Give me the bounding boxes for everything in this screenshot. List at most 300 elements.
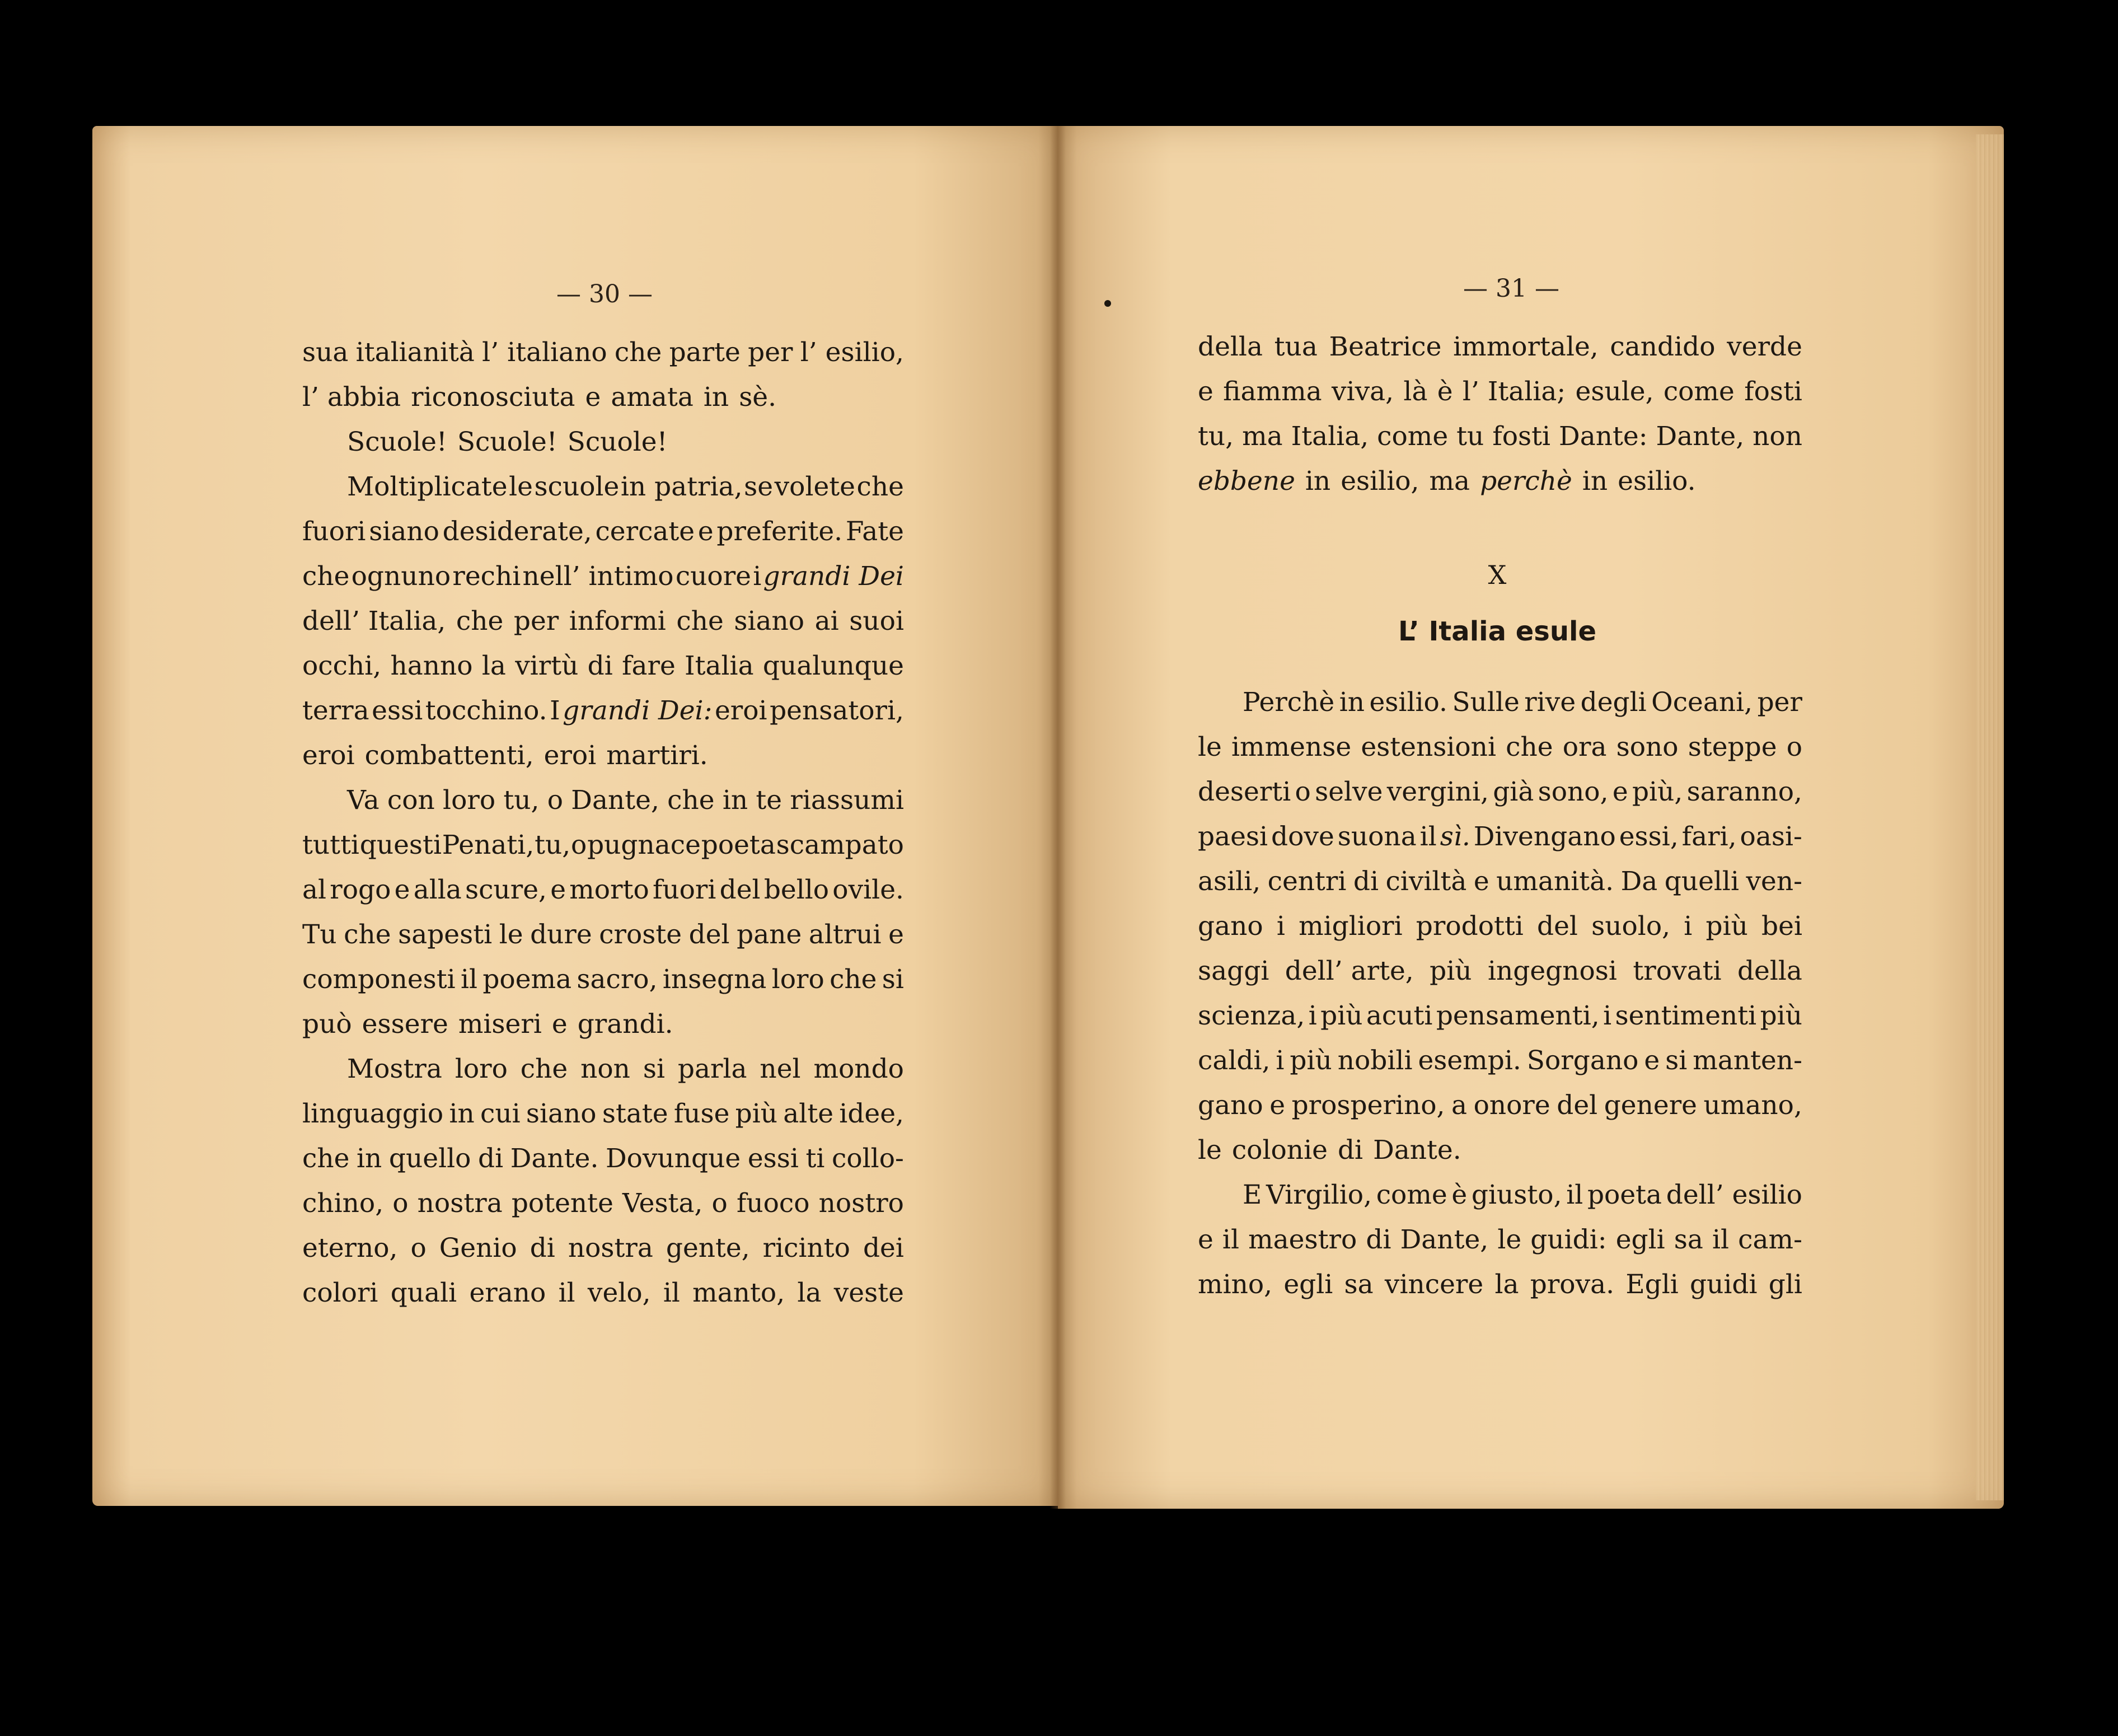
word: fuoco [736, 1188, 810, 1219]
word: qualunque [762, 651, 904, 681]
word: gano [1198, 1090, 1263, 1121]
word: state [602, 1098, 668, 1129]
word: tutti [302, 830, 359, 860]
word: del [719, 874, 761, 905]
word: dure [530, 919, 592, 950]
text-line [302, 420, 904, 465]
word: dell’ Italia, [302, 606, 446, 637]
word: immortale, [1453, 331, 1599, 362]
word: o [392, 1188, 409, 1219]
word: esilio. [1369, 687, 1447, 718]
word: dell’ arte, [1285, 956, 1414, 986]
word: e [394, 874, 410, 905]
word: pane [737, 919, 802, 950]
text-line [302, 1092, 904, 1136]
word: bei [1761, 911, 1802, 942]
word: e [697, 516, 714, 547]
word: morto [569, 874, 649, 905]
word: cui [480, 1098, 521, 1129]
word: il [1712, 1224, 1730, 1255]
word: per [513, 606, 559, 637]
word: Penati, [442, 830, 535, 860]
word: che [667, 785, 715, 816]
word: essere [362, 1009, 448, 1040]
word: dove [1271, 821, 1334, 852]
word: della [1198, 331, 1263, 362]
word: e [585, 382, 601, 413]
word: steppe [1688, 732, 1777, 762]
word: Genio [439, 1233, 517, 1264]
word: quali [390, 1278, 457, 1308]
word: i [1276, 1045, 1285, 1076]
word: estensioni [1361, 732, 1496, 762]
word: tu, [503, 785, 540, 816]
word: o [1295, 776, 1311, 807]
word: hanno [390, 651, 473, 681]
word: rogo [330, 874, 391, 905]
text-line [302, 1226, 904, 1271]
word: è [1451, 1180, 1468, 1210]
text-line [302, 375, 904, 420]
word: le [1198, 732, 1222, 762]
word: fiamma [1223, 376, 1322, 407]
word: il [558, 1278, 575, 1308]
word: Dante, [571, 785, 659, 816]
word: il [663, 1278, 680, 1308]
word: parte [669, 337, 741, 368]
word: in [722, 785, 748, 816]
word: in [1339, 687, 1365, 718]
word: selve [1315, 776, 1383, 807]
word: tu, [535, 830, 571, 860]
word: prosperino, [1291, 1090, 1445, 1121]
word: riassumi [790, 785, 904, 816]
word: l’ Italia; [1462, 376, 1566, 407]
word: prodotti [1416, 911, 1524, 942]
word: umanità. [1496, 866, 1614, 897]
word: loro [454, 1054, 508, 1084]
word: tu [1456, 421, 1484, 452]
word: suona [1337, 821, 1417, 852]
word: sa [1674, 1224, 1703, 1255]
word: più [1705, 911, 1748, 942]
word: Sulle [1452, 687, 1520, 718]
word: degli [1580, 687, 1647, 718]
word: perchè [1480, 466, 1572, 497]
word: cercate [595, 516, 695, 547]
text-line [302, 1271, 904, 1316]
word: scampato [776, 830, 904, 860]
word: più [1430, 956, 1472, 986]
text-line [1198, 459, 1802, 504]
word: esempi. [1418, 1045, 1521, 1076]
text-line [302, 733, 904, 778]
word: alte [783, 1098, 834, 1129]
word: poeta [701, 830, 776, 860]
word: che [1506, 732, 1553, 762]
word: che [456, 606, 504, 637]
word: civiltà [1385, 866, 1467, 897]
word: i [1276, 911, 1285, 942]
word: Tu [302, 919, 337, 950]
word: asili, [1198, 866, 1261, 897]
word: questi [359, 830, 442, 860]
word: erano [469, 1278, 546, 1308]
word: gano [1198, 911, 1263, 942]
word: sè. [739, 382, 777, 413]
word: sapesti [398, 919, 493, 950]
word: sacro, [577, 964, 658, 995]
word: desiderate, [442, 516, 592, 547]
word: di [587, 651, 613, 681]
word: tocchino. [425, 695, 547, 726]
word: preferite. [716, 516, 843, 547]
word: che [856, 471, 904, 502]
word: e [1198, 1224, 1213, 1255]
word: i [1603, 1000, 1612, 1031]
word: le [509, 471, 533, 502]
right-page-text-bottom [1198, 680, 1802, 1307]
text-line [1198, 1128, 1802, 1173]
text-line [302, 1181, 904, 1226]
word: più [1290, 1045, 1332, 1076]
word: i [753, 561, 762, 592]
word: scure, [465, 874, 547, 905]
word: italianità [355, 337, 475, 368]
word: la [797, 1278, 822, 1308]
word: quello [388, 1143, 471, 1174]
word: se [744, 471, 774, 502]
word: componesti [302, 964, 456, 995]
text-line [302, 599, 904, 644]
word: a [1451, 1090, 1468, 1121]
word: prova. [1530, 1269, 1615, 1300]
word: eroi [543, 740, 597, 771]
word: scuole [534, 471, 620, 502]
word: dei [863, 1233, 904, 1264]
word: poeta [1587, 1180, 1662, 1210]
word: eterno, [302, 1233, 398, 1264]
word: il [1222, 1224, 1239, 1255]
word: migliori [1299, 911, 1403, 942]
word: di [530, 1233, 555, 1264]
word: Divengano [1473, 821, 1616, 852]
word: tu, [1198, 421, 1234, 452]
word: l’ esilio, [800, 337, 904, 368]
text-line [302, 957, 904, 1002]
text-line [302, 1002, 904, 1047]
word: vincere [1384, 1269, 1484, 1300]
word: che [676, 606, 724, 637]
word: Oceani, [1651, 687, 1753, 718]
page-edges [1976, 134, 2004, 1500]
word: e [1612, 776, 1628, 807]
word: Fate [845, 516, 904, 547]
word: la [1494, 1269, 1519, 1300]
word: e [888, 919, 904, 950]
word: sua [302, 337, 349, 368]
word: o [410, 1233, 427, 1264]
text-line [302, 1136, 904, 1181]
word: al [302, 874, 327, 905]
word: Dante. [1373, 1135, 1461, 1166]
word: siano [734, 606, 805, 637]
word: di [1337, 1135, 1363, 1166]
word: esilio. [1618, 466, 1696, 497]
word: sì. [1440, 821, 1470, 852]
word: Beatrice [1329, 331, 1442, 362]
word: paesi [1198, 821, 1268, 852]
right-page-number: — 31 — [1463, 274, 1559, 303]
word: essi [372, 695, 423, 726]
text-line [1198, 904, 1802, 949]
word: le [499, 919, 523, 950]
word: più [735, 1098, 778, 1129]
word: pensamenti, [1436, 1000, 1600, 1031]
word: saggi [1198, 956, 1269, 986]
word: genere [1604, 1090, 1697, 1121]
word: Dante: [1559, 421, 1648, 452]
word: il [460, 964, 478, 995]
word: sa [1344, 1269, 1374, 1300]
text-line [1198, 725, 1802, 770]
word: che [614, 337, 662, 368]
word: l’ abbia [302, 382, 401, 413]
word: martiri. [606, 740, 708, 771]
word: ovile. [832, 874, 904, 905]
word: caldi, [1198, 1045, 1271, 1076]
word: occhi, [302, 651, 382, 681]
word: egli [1615, 1224, 1665, 1255]
word: di [1353, 866, 1379, 897]
word: si [1665, 1045, 1688, 1076]
word: tua [1274, 331, 1318, 362]
word: manten- [1693, 1045, 1802, 1076]
word: si [882, 964, 904, 995]
word: grandi Dei [763, 561, 904, 592]
word: rechi [452, 561, 521, 592]
word: della [1737, 956, 1802, 986]
word: Italia, [1291, 421, 1369, 452]
word: Egli [1625, 1269, 1679, 1300]
word: il [1419, 821, 1437, 852]
word: altrui [808, 919, 882, 950]
word: come [1377, 421, 1449, 452]
word: che [302, 1143, 350, 1174]
word: è [1437, 376, 1453, 407]
word: Virgilio, [1266, 1180, 1372, 1210]
word: suolo, [1591, 911, 1671, 942]
word: sono [1616, 732, 1679, 762]
word: Da [1620, 866, 1658, 897]
word: fuse [673, 1098, 730, 1129]
word: Moltiplicate [347, 471, 508, 502]
word: per [748, 337, 793, 368]
word: trovati [1633, 956, 1722, 986]
text-line [302, 868, 904, 913]
word: in patria, [620, 471, 743, 502]
word: Scuole! [567, 427, 668, 457]
word: egli [1283, 1269, 1333, 1300]
word: cam- [1738, 1224, 1802, 1255]
chapter-numeral: X [1488, 560, 1507, 590]
word: in [1582, 466, 1608, 497]
word: in [1305, 466, 1331, 497]
word: che [344, 919, 391, 950]
word: o [1786, 732, 1802, 762]
word: ai [814, 606, 839, 637]
word: Vesta, [622, 1188, 703, 1219]
word: e [1473, 866, 1489, 897]
text-line [1198, 369, 1802, 414]
word: bello [763, 874, 830, 905]
text-line [302, 644, 904, 689]
text-line [302, 823, 904, 868]
word: Dovunque [605, 1143, 741, 1174]
word: i [1684, 911, 1693, 942]
word: già [1493, 776, 1534, 807]
word: potente [511, 1188, 613, 1219]
word: gente, [666, 1233, 750, 1264]
word: più [1760, 1000, 1802, 1031]
word: deserti [1198, 776, 1291, 807]
word: là [1403, 376, 1428, 407]
word: e [1198, 376, 1213, 407]
word: poema [482, 964, 572, 995]
word: nostra [417, 1188, 503, 1219]
left-page-text [302, 330, 904, 1316]
word: e [551, 1009, 568, 1040]
text-line [302, 509, 904, 554]
word: loro [443, 785, 496, 816]
word: le [1497, 1224, 1522, 1255]
word: in [449, 1098, 475, 1129]
word: in [703, 382, 729, 413]
word: saranno, [1686, 776, 1802, 807]
word: ognuno [351, 561, 451, 592]
word: la [481, 651, 506, 681]
word: sono, [1538, 776, 1609, 807]
word: essi [747, 1143, 799, 1174]
word: alla [413, 874, 462, 905]
text-line [302, 689, 904, 733]
word: Mostra [347, 1054, 442, 1084]
word: giusto, [1471, 1180, 1562, 1210]
word: fare [622, 651, 676, 681]
word: siano [369, 516, 439, 547]
word: acuti [1366, 1000, 1433, 1031]
word: informi [569, 606, 666, 637]
text-line [302, 778, 904, 823]
word: ingegnosi [1487, 956, 1617, 986]
word: pugnace [587, 830, 701, 860]
text-line [1198, 325, 1802, 369]
word: eroi [714, 695, 767, 726]
word: l’ italiano [482, 337, 607, 368]
text-line [1198, 859, 1802, 904]
word: come [1376, 1180, 1447, 1210]
word: volete [774, 471, 855, 502]
word: il [1566, 1180, 1583, 1210]
word: Italia [685, 651, 754, 681]
word: maestro [1248, 1224, 1357, 1255]
word: nell’ intimo [522, 561, 674, 592]
text-line [1198, 949, 1802, 994]
word: grandi Dei: [563, 695, 713, 726]
word: fuori [652, 874, 716, 905]
word: come [1663, 376, 1735, 407]
word: e [1269, 1090, 1286, 1121]
text-line [1198, 815, 1802, 859]
word: in [357, 1143, 382, 1174]
word: ora [1562, 732, 1607, 762]
word: che [520, 1054, 568, 1084]
text-line [1198, 770, 1802, 815]
word: Dante, [1656, 421, 1745, 452]
text-line [1198, 680, 1802, 725]
word: eroi [302, 740, 355, 771]
word: E [1243, 1180, 1262, 1210]
word: fosti [1492, 421, 1551, 452]
word: Dante. [510, 1143, 599, 1174]
word: Scuole! [457, 427, 557, 457]
word: mino, [1198, 1269, 1273, 1300]
word: più [1320, 1000, 1363, 1031]
word: insegna [662, 964, 767, 995]
word: quelli [1664, 866, 1740, 897]
word: linguaggio [302, 1098, 444, 1129]
word: di [478, 1143, 504, 1174]
left-page-number: — 30 — [556, 280, 653, 308]
word: o [570, 830, 587, 860]
word: del [1537, 911, 1578, 942]
word: Sorgano [1526, 1045, 1639, 1076]
word: del [688, 919, 730, 950]
word: ven- [1746, 866, 1802, 897]
word: esule, [1575, 376, 1654, 407]
word: siano [526, 1098, 597, 1129]
word: miseri [458, 1009, 542, 1040]
text-line [302, 465, 904, 509]
word: collo- [832, 1143, 904, 1174]
word: terra [302, 695, 369, 726]
word: immense [1231, 732, 1352, 762]
word: Perchè [1243, 687, 1335, 718]
word: combattenti, [364, 740, 534, 771]
word: di [1366, 1224, 1391, 1255]
word: ti [805, 1143, 825, 1174]
word: fari, [1681, 821, 1737, 852]
word: parla [677, 1054, 747, 1084]
word: mondo [813, 1054, 904, 1084]
word: guidi [1690, 1269, 1758, 1300]
right-page-text-top [1198, 325, 1802, 504]
word: si [643, 1054, 665, 1084]
word: onore [1473, 1090, 1550, 1121]
word: Dante, [1400, 1224, 1489, 1255]
text-line [1198, 1173, 1802, 1218]
word: gli [1768, 1269, 1802, 1300]
word: viva, [1331, 376, 1394, 407]
word: nostro [818, 1188, 904, 1219]
word: I [550, 695, 560, 726]
word: nostra [568, 1233, 653, 1264]
word: loro [771, 964, 824, 995]
word: cuore [675, 561, 751, 592]
word: suoi [849, 606, 904, 637]
text-line [1198, 1262, 1802, 1307]
word: chino, [302, 1188, 384, 1219]
